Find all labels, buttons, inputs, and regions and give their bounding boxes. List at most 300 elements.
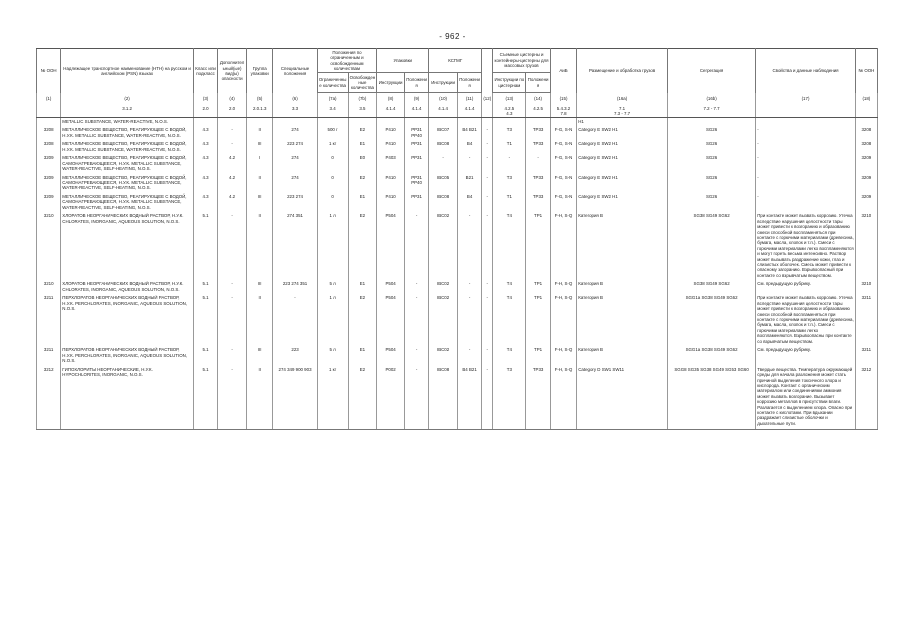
cell-excepted-quantity: E2 (348, 366, 377, 427)
cell-tank-instruction: T4 (493, 295, 526, 345)
cell-stowage: H1 (577, 117, 668, 124)
cell-un-number-right: 3211 (855, 347, 877, 364)
cell-packing-provision: - (404, 281, 428, 293)
header-col12 (482, 49, 493, 93)
header-packing-provisions: Положения (404, 73, 428, 93)
column-number: (1) (37, 93, 61, 105)
cell-ibc-provision: - (457, 295, 481, 345)
header-stowage: Размещение и обработка грузов (577, 49, 668, 93)
cell-tank-instruction: T4 (493, 347, 526, 364)
ref-c12 (482, 105, 493, 118)
cell-limited-quantity: 5 л (317, 281, 348, 293)
cell-un-number: 3211 (37, 347, 61, 364)
cell-packing-provision: - (404, 347, 428, 364)
table-row (37, 281, 878, 293)
cell-un-number-right: 3208 (855, 127, 877, 139)
header-excepted-qty: Освобожденные количества (348, 73, 377, 93)
cell-excepted-quantity: E2 (348, 295, 377, 345)
cell-segregation: SG26 (667, 155, 755, 172)
column-number: (7a) (317, 93, 348, 105)
cell-col12: - (482, 141, 493, 153)
cell-stowage: Категория B (577, 213, 668, 279)
cell-class: 5.1 (193, 366, 217, 427)
cell-packing-group: III (246, 193, 273, 210)
cell-col12: - (482, 213, 493, 279)
cell-excepted-quantity: E2 (348, 174, 377, 191)
table-row (37, 295, 878, 345)
ref-c8: 4.1.4 (377, 105, 405, 118)
header-special-provisions: Специальные положения (273, 49, 317, 93)
cell-subsidiary-risk: - (218, 141, 247, 153)
cell-col12: - (482, 174, 493, 191)
ref-c7b: 3.5 (348, 105, 377, 118)
cell-segregation: SG26 (667, 174, 755, 191)
column-number: (16a) (577, 93, 668, 105)
cell-ems: F-H, S-Q (550, 366, 577, 427)
column-number: (3) (193, 93, 217, 105)
cell-segregation: SGG1a SG38 SG49 SG62 (667, 295, 755, 345)
ref-c3: 2.0 (193, 105, 217, 118)
cell-packing-instruction: P410 (377, 193, 405, 210)
cell-subsidiary-risk: - (218, 347, 247, 364)
ref-c10: 4.1.4 (429, 105, 458, 118)
cell-excepted-quantity: E1 (348, 347, 377, 364)
cell-special-provisions: 274 (273, 155, 317, 172)
cell-packing-provision: - (404, 213, 428, 279)
cell-ibc-instruction: - (429, 155, 458, 172)
cell-packing-instruction: P002 (377, 366, 405, 427)
cell-un-number: 3208 (37, 127, 61, 139)
cell-properties: Твердые вещества. Температура окружающей среды для начала разложения может стать причиной выделения токсичного хлора и кислорода. Контакт с органическим материалом или соединениями аммония может вызвать возгорание. Вызывает коррозию металлов в присутствии влаги. Разлагается с выделением хлора. Опасно при контакте с кислотами. При вдыхании раздражает слизистые оболочки и дыхательные пути. (756, 366, 855, 427)
cell-subsidiary-risk: - (218, 127, 247, 139)
cell-subsidiary-risk: - (218, 295, 247, 345)
ref-c5: 2.0.1.3 (246, 105, 273, 118)
cell-ems: F-G, S-N (550, 155, 577, 172)
table-row (37, 141, 878, 153)
column-number: (8) (377, 93, 405, 105)
column-number: (6) (273, 93, 317, 105)
cell-un-number-right: 3211 (855, 295, 877, 345)
cell-col12: - (482, 347, 493, 364)
reference-row (37, 105, 878, 118)
cell-un-number: 3210 (37, 213, 61, 279)
cell-ems: F-G, S-N (550, 174, 577, 191)
cell-limited-quantity: 0 (317, 155, 348, 172)
cell-ibc-provision: B4 B21 (457, 127, 481, 139)
header-ibc-provisions: Положения (457, 73, 481, 93)
cell-packing-group: II (246, 213, 273, 279)
cell-un-number: 3212 (37, 366, 61, 427)
cell-tank-provision: TP33 (526, 193, 550, 210)
cell-excepted-quantity: E1 (348, 193, 377, 210)
column-number: (9) (404, 93, 428, 105)
column-number: (17) (756, 93, 855, 105)
column-number: (14) (526, 93, 550, 105)
header-limited-qty: Ограниченные количества (317, 73, 348, 93)
table-row (37, 366, 878, 427)
cell-limited-quantity: 0 (317, 174, 348, 191)
cell-un-number (37, 117, 61, 124)
cell-special-provisions: 274 351 (273, 213, 317, 279)
column-number: (15) (550, 93, 577, 105)
cell-special-provisions: 274 (273, 127, 317, 139)
cell-ibc-instruction: IBC05 (429, 174, 458, 191)
cell-limited-quantity: 1 л (317, 213, 348, 279)
cell-ems: F-H, S-Q (550, 295, 577, 345)
cell-packing-instruction: P504 (377, 347, 405, 364)
column-number: (4) (218, 93, 247, 105)
cell-excepted-quantity (348, 117, 377, 124)
cell-limited-quantity: 1 кг (317, 141, 348, 153)
cell-packing-group: III (246, 347, 273, 364)
cell-un-number: 3210 (37, 281, 61, 293)
column-number: (16b) (667, 93, 755, 105)
cell-col12: - (482, 127, 493, 139)
cell-tank-instruction: T3 (493, 366, 526, 427)
cell-stowage: Category E SW2 H1 (577, 155, 668, 172)
header-ems: АиБ (550, 49, 577, 93)
cell-un-number: 3209 (37, 174, 61, 191)
cell-ibc-provision: B21 (457, 174, 481, 191)
cell-tank-provision: TP33 (526, 174, 550, 191)
cell-limited-quantity: 1 кг (317, 366, 348, 427)
cell-class: 5.1 (193, 347, 217, 364)
cell-limited-quantity: 5 л (317, 347, 348, 364)
ref-c18 (855, 105, 877, 118)
cell-packing-instruction: P403 (377, 155, 405, 172)
column-number: (10) (429, 93, 458, 105)
ref-c17 (756, 105, 855, 118)
cell-special-provisions: 223 274 (273, 193, 317, 210)
ref-c11: 4.1.4 (457, 105, 481, 118)
cell-col12: - (482, 155, 493, 172)
cell-col12: - (482, 193, 493, 210)
cell-class: 5.1 (193, 295, 217, 345)
cell-ibc-instruction: IBC02 (429, 281, 458, 293)
cell-tank-instruction: T1 (493, 141, 526, 153)
cell-un-number-right: 3210 (855, 213, 877, 279)
cell-class: 4.3 (193, 127, 217, 139)
cell-packing-instruction: P504 (377, 281, 405, 293)
cell-stowage: Category E SW2 H1 (577, 193, 668, 210)
cell-segregation: SG26 (667, 127, 755, 139)
cell-subsidiary-risk (218, 117, 247, 124)
cell-un-number: 3211 (37, 295, 61, 345)
cell-un-number-right: 3209 (855, 155, 877, 172)
cell-special-provisions: 223 274 (273, 141, 317, 153)
cell-ems: F-H, S-Q (550, 213, 577, 279)
table-row (37, 174, 878, 191)
cell-properties: - (756, 155, 855, 172)
cell-packing-provision: PP31 PP40 (404, 127, 428, 139)
cell-packing-provision (404, 117, 428, 124)
cell-ibc-provision: - (457, 213, 481, 279)
column-number: (12) (482, 93, 493, 105)
cell-tank-provision: TP33 (526, 366, 550, 427)
header-subsidiary-risk: Дополнительный(ые) вид(ы) опасности (218, 49, 247, 93)
page-number: - 962 - (439, 32, 466, 41)
cell-shipping-name: МЕТАЛЛИЧЕСКОЕ ВЕЩЕСТВО, РЕАГИРУЮЩЕЕ С ВОДОЙ, САМОНАГРЕВАЮЩЕЕСЯ, Н.У.К. METALLIC SUBSTANCE, WATER-REACTIVE, SELF-HEATING, N.O.S. (61, 174, 194, 191)
cell-stowage: Категория B (577, 295, 668, 345)
cell-tank-instruction (493, 117, 526, 124)
ref-c2: 3.1.2 (61, 105, 194, 118)
table-row (37, 127, 878, 139)
cell-tank-instruction: T3 (493, 127, 526, 139)
cell-segregation: SG26 (667, 141, 755, 153)
header-properties: Свойства и данные наблюдения (756, 49, 855, 93)
cell-limited-quantity (317, 117, 348, 124)
cell-ems (550, 117, 577, 124)
cell-col12: - (482, 366, 493, 427)
cell-excepted-quantity: E2 (348, 213, 377, 279)
cell-packing-instruction: P504 (377, 295, 405, 345)
cell-shipping-name: МЕТАЛЛИЧЕСКОЕ ВЕЩЕСТВО, РЕАГИРУЮЩЕЕ С ВОДОЙ, САМОНАГРЕВАЮЩЕЕСЯ, Н.У.К. METALLIC SUBSTANCE, WATER-REACTIVE, SELF-HEATING, N.O.S. (61, 193, 194, 210)
cell-special-provisions: 223 274 351 (273, 281, 317, 293)
cell-packing-provision: PP31 (404, 193, 428, 210)
cell-subsidiary-risk: 4.2 (218, 155, 247, 172)
cell-limited-quantity: 0 (317, 193, 348, 210)
cell-shipping-name: ГИПОХЛОРИТЫ НЕОРГАНИЧЕСКИЕ, Н.У.К. HYPOCHLORITES, INORGANIC, N.O.S. (61, 366, 194, 427)
header-packing-group: Группа упаковки (246, 49, 273, 93)
cell-shipping-name: METALLIC SUBSTANCE, WATER-REACTIVE, N.O.S. (61, 117, 194, 124)
cell-packing-group: II (246, 127, 273, 139)
header-name: Надлежащее транспортное наименование (НТН) на русском и английском (PSN) языках (61, 49, 194, 93)
table-row (37, 117, 878, 124)
cell-col12 (482, 117, 493, 124)
cell-segregation: SGG1a SG38 SG49 SG62 (667, 347, 755, 364)
table-row (37, 347, 878, 364)
cell-packing-group: III (246, 281, 273, 293)
cell-packing-group (246, 117, 273, 124)
ref-c16a1: 7.1 (619, 105, 626, 111)
cell-col12: - (482, 295, 493, 345)
ref-c15a: 5.4.3.2 (556, 105, 571, 111)
cell-special-provisions: 223 (273, 347, 317, 364)
cell-packing-group: II (246, 366, 273, 427)
cell-shipping-name: МЕТАЛЛИЧЕСКОЕ ВЕЩЕСТВО, РЕАГИРУЮЩЕЕ С ВОДОЙ, САМОНАГРЕВАЮЩЕЕСЯ, Н.У.К. METALLIC SUBSTANCE, WATER-REACTIVE, SELF-HEATING, N.O.S. (61, 155, 194, 172)
cell-class: 4.3 (193, 141, 217, 153)
ref-c7a: 3.4 (317, 105, 348, 118)
header-segregation: Сегрегация (667, 49, 755, 93)
row-spacer (37, 427, 878, 430)
cell-packing-instruction: P410 (377, 174, 405, 191)
cell-properties: См. предыдущую рубрику. (756, 347, 855, 364)
cell-ibc-instruction (429, 117, 458, 124)
dangerous-goods-table (36, 48, 878, 430)
cell-segregation (667, 117, 755, 124)
cell-stowage: Category E SW2 H1 (577, 127, 668, 139)
cell-tank-provision: TP33 (526, 127, 550, 139)
cell-tank-provision: TP33 (526, 141, 550, 153)
column-number: (7b) (348, 93, 377, 105)
cell-ibc-instruction: IBC07 (429, 127, 458, 139)
cell-tank-instruction: - (493, 155, 526, 172)
table-row (37, 193, 878, 210)
cell-special-provisions: 274 (273, 174, 317, 191)
header-un-no-right: № ООН (855, 49, 877, 93)
cell-shipping-name: ХЛОРАТОВ НЕОРГАНИЧЕСКИХ ВОДНЫЙ РАСТВОР, Н.У.К. CHLORATES, INORGANIC, AQUEOUS SOLUTION, N.O.S. (61, 281, 194, 293)
cell-stowage: Категория B (577, 347, 668, 364)
cell-packing-provision: - (404, 295, 428, 345)
cell-class: 5.1 (193, 281, 217, 293)
cell-ems: F-G, S-N (550, 141, 577, 153)
cell-tank-provision: TP1 (526, 295, 550, 345)
cell-ibc-provision: - (457, 155, 481, 172)
cell-class: 4.3 (193, 174, 217, 191)
cell-class (193, 117, 217, 124)
column-number: (18) (855, 93, 877, 105)
cell-ibc-instruction: IBC02 (429, 295, 458, 345)
cell-ibc-provision: B4 B21 (457, 366, 481, 427)
cell-special-provisions: 274 349 900 903 (273, 366, 317, 427)
cell-properties: При контакте может вызвать коррозию. Утечка вследствие нарушения целостности тары может привести к возгоранию и образованию смеси способной воспламеняться при контакте с горючими материалами (древесина, бумага, масла, хлопок и т.п.). Смеси с горючими материалами легко воспламеняются и могут гореть весьма интенсивно. Раствор может вызывать раздражение кожи, глаз и слизистых оболочек. Смесь может привести к опасному загоранию. Взрывоопасный при контакте со взрывчатым веществом. (757, 213, 854, 278)
ref-c15b: 7.8 (560, 110, 567, 116)
cell-special-provisions (273, 117, 317, 124)
cell-col12: - (482, 281, 493, 293)
cell-segregation: SG38 SG49 SG62 (667, 213, 755, 279)
header-packing-instructions: Инструкции (377, 73, 405, 93)
cell-special-provisions: - (273, 295, 317, 345)
ref-c14: 4.2.5 (526, 105, 550, 118)
cell-tank-provision: - (526, 155, 550, 172)
column-number: (13) (493, 93, 526, 105)
cell-shipping-name: МЕТАЛЛИЧЕСКОЕ ВЕЩЕСТВО, РЕАГИРУЮЩЕЕ С ВОДОЙ, Н.У.К. METALLIC SUBSTANCE, WATER-REACTIVE, N.O.S. (61, 127, 194, 139)
cell-ibc-provision: B4 (457, 141, 481, 153)
cell-un-number: 3208 (37, 141, 61, 153)
cell-limited-quantity: 1 л (317, 295, 348, 345)
cell-subsidiary-risk: - (218, 366, 247, 427)
cell-class: 4.3 (193, 155, 217, 172)
cell-ems: F-G, S-N (550, 193, 577, 210)
table-row (37, 155, 878, 172)
cell-un-number: 3209 (37, 155, 61, 172)
ref-c13b: 4.3 (506, 110, 513, 116)
cell-tank-provision: TP1 (526, 347, 550, 364)
cell-packing-instruction: P410 (377, 127, 405, 139)
column-number: (5) (246, 93, 273, 105)
cell-ibc-instruction: IBC02 (429, 347, 458, 364)
column-number: (11) (457, 93, 481, 105)
table-body (37, 117, 878, 429)
cell-shipping-name: МЕТАЛЛИЧЕСКОЕ ВЕЩЕСТВО, РЕАГИРУЮЩЕЕ С ВОДОЙ, Н.У.К. METALLIC SUBSTANCE, WATER-REACTIVE, N.O.S. (61, 141, 194, 153)
ref-c16b: 7.2 - 7.7 (667, 105, 755, 118)
cell-ems: F-H, S-Q (550, 347, 577, 364)
cell-excepted-quantity: E1 (348, 141, 377, 153)
cell-ibc-instruction: IBC02 (429, 213, 458, 279)
cell-stowage: Category D SW1 SW11 (577, 366, 668, 427)
cell-properties: - (756, 141, 855, 153)
cell-properties: См. предыдущую рубрику. (756, 281, 855, 293)
cell-properties: - (756, 193, 855, 210)
cell-segregation: SG26 (667, 193, 755, 210)
header-ibc-group: КСГМГ (429, 49, 482, 73)
cell-un-number-right: 3209 (855, 193, 877, 210)
cell-packing-group: III (246, 141, 273, 153)
cell-subsidiary-risk: - (218, 281, 247, 293)
cell-ibc-instruction: IBC08 (429, 366, 458, 427)
cell-tank-instruction: T4 (493, 281, 526, 293)
header-ibc-instructions: Инструкции (429, 73, 458, 93)
cell-ibc-provision: B4 (457, 193, 481, 210)
cell-packing-instruction (377, 117, 405, 124)
cell-packing-provision: PP31 (404, 155, 428, 172)
cell-subsidiary-risk: 4.2 (218, 193, 247, 210)
header-tank-group: Съемные цистерны и контейнеры-цистерны для массовых грузов (493, 49, 550, 73)
cell-tank-instruction: T1 (493, 193, 526, 210)
cell-class: 5.1 (193, 213, 217, 279)
header-tank-provisions: Положения (526, 73, 550, 93)
cell-un-number-right (855, 117, 877, 124)
cell-excepted-quantity: E1 (348, 281, 377, 293)
cell-stowage: Category E SW2 H1 (577, 174, 668, 191)
cell-un-number-right: 3209 (855, 174, 877, 191)
cell-packing-instruction: P410 (377, 141, 405, 153)
cell-properties: - (756, 127, 855, 139)
cell-tank-provision: TP1 (526, 213, 550, 279)
cell-un-number-right: 3212 (855, 366, 877, 427)
header-un-no: № ООН (37, 49, 61, 93)
table-row (37, 213, 878, 279)
cell-ems: F-H, S-Q (550, 281, 577, 293)
cell-properties (756, 117, 855, 124)
cell-tank-provision: TP1 (526, 281, 550, 293)
cell-un-number: 3209 (37, 193, 61, 210)
ref-c4: 2.0 (218, 105, 247, 118)
cell-stowage: Category E SW2 H1 (577, 141, 668, 153)
column-number-row (37, 93, 878, 105)
cell-ibc-provision: - (457, 281, 481, 293)
cell-excepted-quantity: E0 (348, 155, 377, 172)
cell-packing-group: II (246, 295, 273, 345)
cell-ems: F-G, S-N (550, 127, 577, 139)
header-limited-group: Положения по ограниченным и освобожденным количествам (317, 49, 377, 73)
cell-packing-provision: PP31 PP40 (404, 174, 428, 191)
header-class: Класс или подкласс (193, 49, 217, 93)
cell-tank-instruction: T3 (493, 174, 526, 191)
cell-tank-instruction: T4 (493, 213, 526, 279)
header-packaging-group: Упаковки (377, 49, 429, 73)
cell-packing-instruction: P504 (377, 213, 405, 279)
cell-ibc-instruction: IBC08 (429, 141, 458, 153)
cell-excepted-quantity: E2 (348, 127, 377, 139)
cell-packing-group: II (246, 174, 273, 191)
cell-un-number-right: 3210 (855, 281, 877, 293)
cell-packing-provision: - (404, 366, 428, 427)
column-number: (2) (61, 93, 194, 105)
cell-shipping-name: ПЕРХЛОРАТОВ НЕОРГАНИЧЕСКИХ ВОДНЫЙ РАСТВОР, Н.У.К. PERCHLORATES, INORGANIC, AQUEOUS SOLUTION, N.O.S. (61, 347, 194, 364)
cell-segregation: SGG8 SG35 SG38 SG49 SG53 SG60 (667, 366, 755, 427)
cell-properties: - (756, 174, 855, 191)
cell-stowage: Категория B (577, 281, 668, 293)
cell-un-number-right: 3208 (855, 141, 877, 153)
cell-class: 4.3 (193, 193, 217, 210)
cell-packing-provision: PP31 (404, 141, 428, 153)
cell-tank-provision (526, 117, 550, 124)
ref-c13a: 4.2.5 (504, 105, 515, 111)
ref-c6: 3.3 (273, 105, 317, 118)
cell-subsidiary-risk: 4.2 (218, 174, 247, 191)
cell-packing-group: I (246, 155, 273, 172)
cell-shipping-name: ПЕРХЛОРАТОВ НЕОРГАНИЧЕСКИХ ВОДНЫЙ РАСТВОР, Н.У.К. PERCHLORATES, INORGANIC, AQUEOUS SOLUTION, N.O.S. (61, 295, 194, 345)
cell-segregation: SG38 SG49 SG62 (667, 281, 755, 293)
cell-limited-quantity: 500 г (317, 127, 348, 139)
header-tank-instructions: Инструкции по цистернам (493, 73, 526, 93)
cell-shipping-name: ХЛОРАТОВ НЕОРГАНИЧЕСКИХ ВОДНЫЙ РАСТВОР, Н.У.К. CHLORATES, INORGANIC, AQUEOUS SOLUTION, N.O.S. (61, 213, 194, 279)
cell-properties: При контакте может вызвать коррозию. Утечка вследствие нарушения целостности тары может привести к возгоранию и образованию смеси способной воспламеняться при контакте с горючими материалами (древесина, бумага, масла, хлопок и т.п.). Смеси с горючими материалами легко воспламеняются. Взрывоопасны при контакте со взрывчатым веществом. (757, 295, 854, 344)
cell-ibc-provision: - (457, 347, 481, 364)
cell-subsidiary-risk: - (218, 213, 247, 279)
ref-c9: 4.1.4 (404, 105, 428, 118)
